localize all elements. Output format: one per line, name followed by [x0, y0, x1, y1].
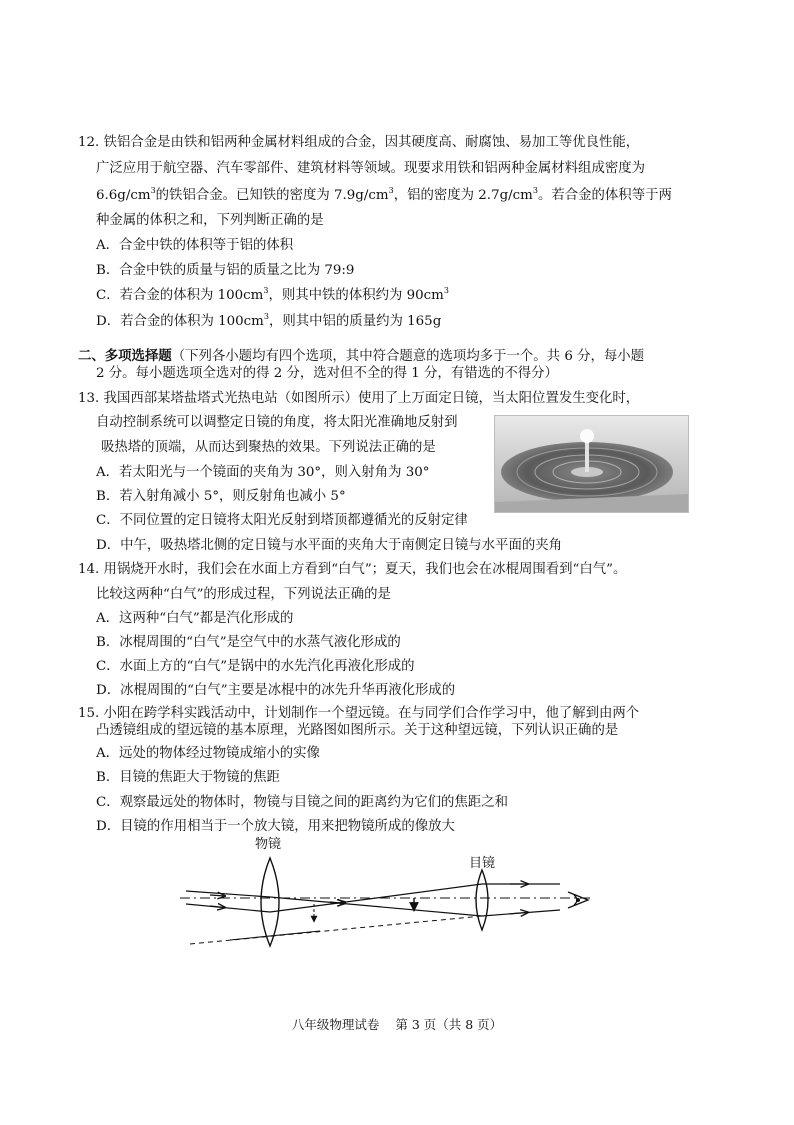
q13-stem-line1: 13. 我国西部某塔盐塔式光热电站（如图所示）使用了上万面定日镜，当太阳位置发生变化时，	[78, 391, 640, 406]
q14-option-b: B．冰棍周围的“白气”是空气中的水蒸气液化形成的	[96, 635, 401, 650]
q15-stem-line1: 15. 小阳在跨学科实践活动中，计划制作一个望远镜。在与同学们合作学习中，他了解到由两个	[78, 706, 640, 721]
footer-subject: 八年级物理试卷	[291, 1017, 380, 1032]
refracted-ray-1	[270, 897, 482, 916]
q13-option-a: A．若太阳光与一个镜面的夹角为 30°，则入射角为 30°	[96, 465, 430, 480]
q12-option-c: C．若合金的体积为 $100cm^3$，则其中铁的体积约为 $90cm^3$	[96, 286, 449, 303]
q15-option-b: B．目镜的焦距大于物镜的焦距	[96, 770, 280, 785]
q13-stem-line2: 自动控制系统可以调整定日镜的角度，将太阳光准确地反射到	[96, 415, 458, 430]
footer-page-number: 第 3 页（共 8 页）	[395, 1017, 503, 1032]
q15-option-a: A．远处的物体经过物镜成缩小的实像	[96, 746, 320, 761]
q15-option-c: C．观察最远处的物体时，物镜与目镜之间的距离约为它们的焦距之和	[96, 795, 508, 810]
q12-option-b: B．合金中铁的质量与铝的质量之比为 79:9	[96, 263, 355, 278]
eyepiece-lens-label: 目镜	[469, 856, 496, 871]
q14-stem-line2: 比较这两种“白气”的形成过程，下列说法正确的是	[96, 587, 391, 602]
q12-stem-line2: 广泛应用于航空器、汽车零部件、建筑材料等领域。现要求用铁和铝两种金属材料组成密度为	[96, 161, 646, 176]
q12-stem-line4: 种金属的体积之和，下列判断正确的是	[96, 213, 324, 228]
q12-stem-line1: 12. 铁铝合金是由铁和铝两种金属材料组成的合金，因其硬度高、耐腐蚀、易加工等优良性能，	[78, 135, 640, 150]
eyepiece-lens	[476, 870, 488, 930]
eye-icon	[568, 892, 588, 908]
q13-option-b: B．若入射角减小 5°，则反射角也减小 5°	[96, 489, 346, 504]
q14-stem-line1: 14. 用锅烧开水时，我们会在水面上方看到“白气”；夏天，我们也会在冰棍周围看到“白气”。	[78, 562, 627, 577]
incoming-ray-upper	[186, 891, 270, 897]
q15-option-d: D．目镜的作用相当于一个放大镜，用来把物镜所成的像放大	[96, 819, 455, 834]
q14-option-d: D．冰棍周围的“白气”主要是冰棍中的冰先升华再液化形成的	[96, 683, 456, 698]
q12-option-a: A．合金中铁的体积等于铝的体积	[96, 238, 294, 253]
section2-heading: 二、多项选择题（下列各小题均有四个选项，其中符合题意的选项均多于一个。共 6 分，每小题	[78, 348, 645, 364]
incoming-ray-lower	[186, 904, 270, 912]
q12-stem-line3: $6.6g/cm^3$的铁铝合金。已知铁的密度为 $7.9g/cm^3$，铝的密度为 $2.7g/cm^3$。若合金的体积等于两	[96, 186, 672, 203]
q13-stem-line3: 吸热塔的顶端，从而达到聚热的效果。下列说法正确的是	[101, 440, 436, 455]
q14-option-a: A．这两种“白气”都是汽化形成的	[96, 611, 294, 626]
q13-option-c: C．不同位置的定日镜将太阳光反射到塔顶都遵循光的反射定律	[96, 513, 468, 528]
q13-option-d: D．中午，吸热塔北侧的定日镜与水平面的夹角大于南侧定日镜与水平面的夹角	[96, 538, 563, 553]
q12-option-d: D．若合金的体积为 $100cm^3$，则其中铝的质量约为 165g	[96, 312, 442, 329]
objective-lens	[261, 858, 279, 946]
section2-instructions: 2 分。每小题选项全选对的得 2 分，选对但不全的得 1 分，有错选的不得分）	[96, 366, 558, 381]
q14-option-c: C．水面上方的“白气”是锅中的水先汽化再液化形成的	[96, 659, 415, 674]
objective-lens-label: 物镜	[255, 837, 282, 852]
page-footer	[0, 1015, 794, 1033]
q15-stem-line2: 凸透镜组成的望远镜的基本原理，光路图如图所示。关于这种望远镜，下列认识正确的是	[96, 723, 619, 738]
